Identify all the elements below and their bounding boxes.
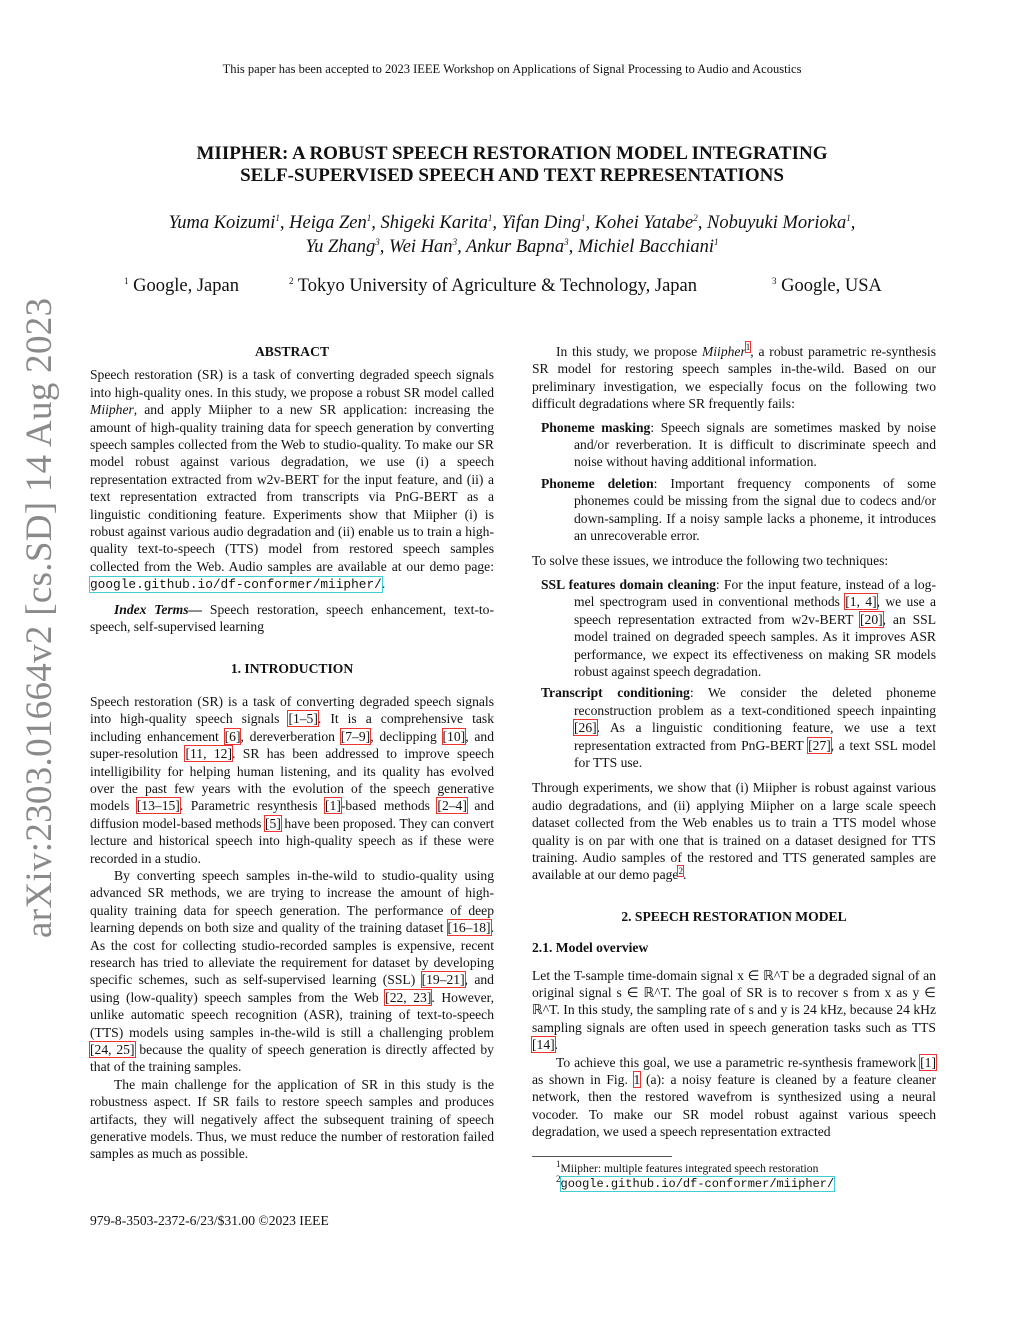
text-part: -based methods (340, 798, 438, 814)
footnotes (532, 1156, 936, 1192)
author-affiliation-mark: 1 (275, 212, 280, 223)
affiliation-number: 3 (772, 275, 777, 286)
abstract-part: Speech restoration (SR) is a task of converting degraded speech signals into high-quality ones. In this study, we propose a robust SR model called (90, 367, 494, 400)
subsection-2-1-heading: 2.1. Model overview (532, 940, 649, 956)
text-part: Speech restoration (SR) is a task of converting degraded speech signals into high-quality speech signals (90, 693, 494, 727)
author: Michiel Bacchiani (577, 237, 715, 257)
affiliation-1 (124, 276, 239, 297)
footnote-link[interactable]: google.github.io/df-conformer/miipher/ (560, 1177, 835, 1191)
text-part: In this study, we propose (556, 344, 702, 359)
citation[interactable]: [14] (532, 1037, 555, 1053)
text-part: By converting speech samples in-the-wild to studio-quality using advanced SR methods, we are trying to increase the amount of high-quality training data for speech generation. The performance of deep learning depends on both size and quality of the training dataset (90, 867, 494, 936)
author-affiliation-mark: 3 (564, 236, 569, 247)
text-part: as shown in Fig. (532, 1072, 634, 1088)
author-affiliation-mark: 1 (366, 212, 372, 223)
text-part: . (554, 1037, 559, 1053)
intro-paragraph-1 (90, 693, 494, 867)
author-affiliation-mark: 1 (580, 212, 586, 223)
title-line-2: SELF-SUPERVISED SPEECH AND TEXT REPRESENTATIONS (240, 165, 784, 186)
right-paragraph-3 (532, 779, 936, 883)
index-terms (90, 601, 494, 636)
author: Yuma Koizumi (168, 213, 276, 233)
text-part: Let the T-sample time-domain signal x ∈ ℝ^T be a degraded signal of an original signal s ∈ ℝ^T. The goal of SR is to recover s from x as y ∈ ℝ^T. In this study, the sampling rate of s and y is 24 kHz, because 24 kHz sampling signals are often used in speech generation tasks such as TTS (532, 967, 936, 1035)
footnote-text: Miipher: multiple features integrated speech restoration (560, 1162, 819, 1175)
citation[interactable]: [1] (325, 798, 341, 814)
technique-term: SSL features domain cleaning (541, 576, 716, 592)
author: Nobuyuki Morioka (706, 213, 847, 233)
technique-list (532, 576, 936, 771)
right-column (532, 343, 936, 1141)
text-part: have been proposed. They can convert lecture and historical speech into high-quality speech as if these were recorded in a studio. (90, 815, 494, 866)
paper-title (100, 143, 924, 187)
text-part: To achieve this goal, we use a parametric re-synthesis framework (556, 1054, 921, 1070)
degradation-phoneme-deletion (532, 475, 936, 545)
citation[interactable]: [5] (265, 815, 281, 831)
text-part: , an SSL model trained on degraded speech samples. As it improves ASR performance, we expect its effectiveness on making SR models robust against speech degradation. (574, 611, 936, 679)
text-part: : For the input feature, instead of a log-mel spectrogram used in conventional methods (574, 576, 936, 610)
footnote-1 (532, 1161, 936, 1176)
author-line-1: Yuma Koizumi$^1$, Heiga Zen$^1$, Shigeki Karita$^1$, Yifan Ding$^1$, Kohei Yatabe$^2$, Nobuyuki Morioka$^1$, (168, 212, 856, 233)
citation[interactable]: [7–9] (340, 728, 371, 744)
author: Yu Zhang (305, 237, 376, 257)
abstract-part: . (381, 576, 386, 592)
citation[interactable]: [6] (224, 728, 241, 744)
text-part: , and using (low-quality) speech samples from the Web (90, 972, 494, 1005)
right-paragraph-2: To solve these issues, we introduce the following two techniques: (532, 553, 889, 569)
model-name: Miipher (90, 402, 134, 418)
affiliation-2 (289, 276, 697, 297)
citation[interactable]: [13–15] (136, 798, 180, 814)
arxiv-identifier: arXiv:2303.01664v2 [cs.SD] 14 Aug 2023 (19, 297, 60, 938)
citation[interactable]: [10] (442, 728, 466, 744)
citation[interactable]: [20] (860, 611, 883, 627)
text-part: . As a linguistic conditioning feature, we use a text representation extracted from PnG-BERT (574, 720, 936, 753)
degradation-text: : Important frequency components of some phonemes could be missing from the signal due to codecs and/or down-sampling. If a noisy sample lacks a phoneme, it introduces an unrecoverable error. (574, 475, 936, 544)
citation[interactable]: [1, 4] (845, 594, 877, 610)
citation[interactable]: [2–4] (437, 798, 467, 814)
citation[interactable]: [26] (574, 720, 597, 736)
author-affiliation-mark: 1 (714, 236, 719, 247)
text-part: : We consider the deleted phoneme reconstruction problem as a text-conditioned speech inpainting (574, 685, 936, 718)
affiliation-name: Google, Japan (133, 276, 239, 296)
text-part: (a): a noisy feature is cleaned by a feature cleaner network, then the restored wavefrom is synthesized using a neural vocoder. To make our SR model robust against various speech degradation, we used a speech representation extracted (532, 1072, 936, 1140)
citation[interactable]: [22, 23] (385, 989, 432, 1005)
footnote-ref[interactable]: 1 (745, 342, 751, 353)
title-line-1: MIIPHER: A ROBUST SPEECH RESTORATION MODEL INTEGRATING (196, 143, 828, 164)
citation[interactable]: [11, 12] (185, 746, 232, 762)
footnote-number: 1 (556, 1159, 561, 1170)
citation[interactable]: [24, 25] (90, 1042, 135, 1058)
figure-ref[interactable]: 1 (633, 1072, 641, 1088)
citation[interactable]: [1] (920, 1054, 936, 1070)
degradation-text: : Speech signals are sometimes masked by noise and/or reverberation. It is difficult to discriminate speech and noise without having additional information. (574, 419, 936, 470)
text-part: , a text SSL model for TTS use. (574, 737, 937, 770)
affiliation-3 (772, 276, 882, 297)
affiliation-name: Google, USA (781, 276, 882, 296)
author: Heiga Zen (289, 213, 367, 233)
affiliation-name: Tokyo University of Agriculture & Technology, Japan (297, 276, 697, 296)
affiliation-number: 2 (289, 275, 294, 286)
abstract-text (90, 366, 494, 593)
author-affiliation-mark: 2 (693, 212, 698, 223)
text-part: , and super-resolution (90, 728, 494, 762)
technique-transcript-conditioning (532, 684, 936, 771)
author: Ankur Bapna (465, 237, 565, 257)
text-part: , we use a speech representation extracted from w2v-BERT (574, 594, 937, 627)
right-paragraph-1 (532, 343, 936, 413)
text-part: . (682, 867, 687, 883)
citation[interactable]: [1–5] (288, 711, 318, 727)
text-part: . However, unlike automatic speech recognition (ASR), training of text-to-speech (TTS) models using samples in-the-wild is still a challenging problem (90, 989, 494, 1040)
right-paragraph-5 (532, 1054, 936, 1141)
author-affiliation-mark: 3 (452, 236, 458, 247)
text-part: , a robust parametric re-synthesis SR model for restoring speech samples in-the-wild. Based on our preliminary investigation, we especially focus on the following two difficult degradations where SR frequently fails: (532, 344, 936, 412)
model-name: Miipher (701, 344, 746, 359)
text-part: . It is a comprehensive task including enhancement (90, 711, 494, 744)
citation[interactable]: [19–21] (421, 972, 465, 988)
text-part: . SR has been addressed to improve speech intelligibility for helping human listening, and its quality has evolved over the past few years with the evolution of the speech generative models (90, 746, 494, 814)
author: Shigeki Karita (380, 213, 488, 233)
citation[interactable]: [16–18] (447, 920, 491, 936)
author-line-2: Yu Zhang$^3$, Wei Han$^3$, Ankur Bapna$^3$, Michiel Bacchiani$^1$ (305, 236, 719, 257)
author-affiliation-mark: 3 (375, 236, 380, 247)
text-part: and diffusion model-based methods (90, 798, 495, 831)
author-list (80, 211, 944, 259)
abstract-part: , and apply Miipher to a new SR application: increasing the amount of high-quality training data for speech generation by converting speech samples collected from the Web to studio-quality. To make our SR model robust against various degradation, we use (i) a speech representation extracted from w2v-BERT for the input feature, and (ii) a text representation extracted from transcripts via PnG-BERT as a linguistic conditioning feature. Experiments show that Miipher (i) is robust against various audio degradation and (ii) enable us to train a high-quality text-to-speech (TTS) model from restored speech samples collected from the Web. Audio samples are available at our demo page: (90, 402, 494, 574)
footnote-ref[interactable]: 2 (678, 865, 683, 876)
footnote-2 (532, 1176, 936, 1192)
citation[interactable]: [27] (808, 737, 831, 753)
footnote-number: 2 (556, 1174, 561, 1185)
text-part: , dereverberation (240, 728, 341, 744)
technique-term: Transcript conditioning (541, 685, 690, 701)
conference-notice: This paper has been accepted to 2023 IEEE Workshop on Applications of Signal Processing to Audio and Acoustics (222, 62, 802, 76)
text-part: . Parametric resynthesis (179, 798, 326, 814)
text-part: Through experiments, we show that (i) Miipher is robust against various audio degradations, and (ii) applying Miipher on a large scale speech dataset collected from the Web enables us to train a TTS model whose quality is on par with one that is trained on a dataset designed for TTS training. Audio samples of the restored and TTS generated samples are available at our demo page (532, 780, 936, 883)
degradation-term: Phoneme deletion (541, 475, 654, 491)
intro-paragraph-3: The main challenge for the application of SR in this study is the robustness aspect. If SR fails to restore speech samples and produces artifacts, they will negatively affect the subsequent training of speech generative models. Thus, we must reduce the number of restoration failed samples as much as possible. (90, 1076, 494, 1162)
abstract-heading: ABSTRACT (254, 344, 330, 359)
right-paragraph-4 (532, 967, 936, 1054)
section-2-heading: 2. SPEECH RESTORATION MODEL (621, 908, 847, 924)
degradation-list (532, 419, 936, 545)
text-part: . As the cost for collecting studio-recorded samples is expensive, recent research has tried to alleviate the requirement for dataset by developing specific schemes, such as self-supervised learning (SSL) (90, 920, 494, 988)
text-part: , declipping (370, 728, 443, 744)
copyright-notice: 979-8-3503-2372-6/23/$31.00 ©2023 IEEE (90, 1213, 329, 1228)
author: Wei Han (389, 237, 453, 257)
intro-paragraph-2 (90, 867, 494, 1076)
index-terms-text: Speech restoration, speech enhancement, text-to-speech, self-supervised learning (90, 601, 494, 635)
author: Yifan Ding (501, 213, 581, 233)
author-affiliation-mark: 1 (487, 212, 493, 223)
demo-link[interactable]: google.github.io/df-conformer/miipher/ (90, 577, 382, 593)
left-column (90, 343, 494, 1163)
technique-ssl-cleaning (532, 576, 936, 680)
footnote-rule (532, 1156, 672, 1157)
author: Kohei Yatabe (594, 213, 694, 233)
degradation-term: Phoneme masking (541, 419, 651, 435)
text-part: because the quality of speech generation is directly affected by that of the training samples. (90, 1042, 494, 1075)
intro-heading: 1. INTRODUCTION (230, 660, 354, 676)
affiliation-number: 1 (124, 275, 129, 286)
author-affiliation-mark: 1 (846, 212, 851, 223)
degradation-phoneme-masking (532, 419, 936, 471)
index-terms-label: Index Terms— (114, 601, 203, 617)
